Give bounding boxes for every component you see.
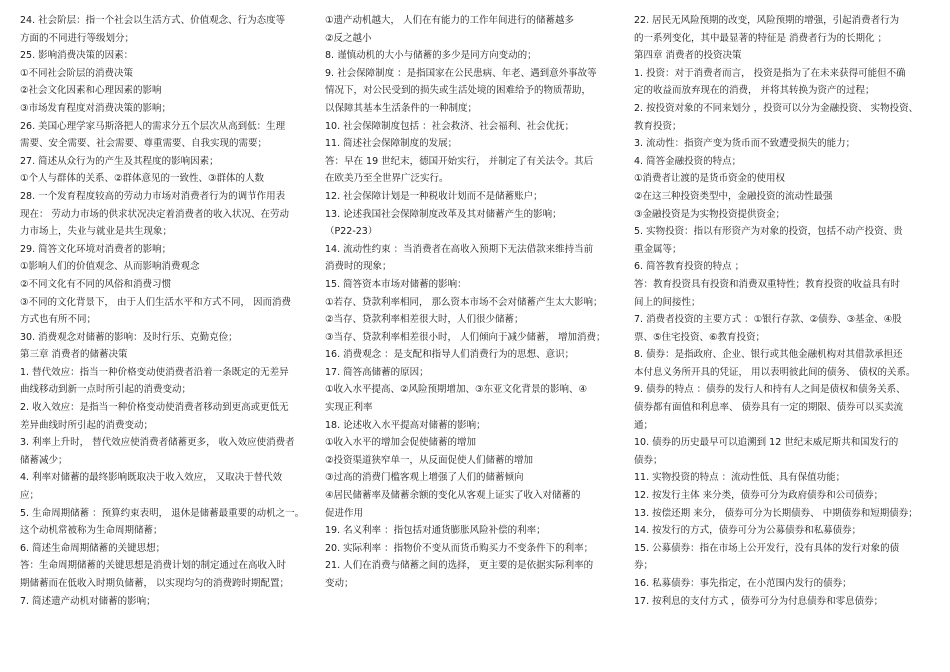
text-line: 4. 利率对储蓄的最终影响既取决于收入效应， 又取决于替代效 — [20, 472, 283, 484]
text-line: 2. 收入效应：是指当一种价格变动使消费者移动到更高或更低无 — [20, 402, 289, 414]
text-line: 20. 实际利率 ：指物价不变从而货币购买力不变条件下的利率； — [325, 542, 594, 554]
text-line: 16. 消费观念 ：是支配和指导人们消费行为的思想、意识； — [325, 349, 575, 361]
text-line: 以保障其基本生活条件的一种制度； — [325, 102, 478, 114]
text-line: 重金属等； — [634, 243, 682, 255]
text-line: 这个动机常被称为生命周期储蓄； — [20, 525, 163, 537]
text-line: 期储蓄而在低收入时期负储蓄， 以实现均匀的消费跨时期配置； — [20, 578, 290, 589]
text-line: ①收入水平的增加会促使储蓄的增加 — [325, 437, 477, 449]
text-line: 变动； — [325, 578, 354, 589]
text-line: ③过高的消费门槛客观上增强了人们的储蓄倾向 — [325, 472, 524, 484]
text-line: 8. 谨慎动机的大小与储蓄的多少是同方向变动的； — [325, 50, 537, 62]
text-line: 曲线移动到新一点时所引起的消费变动； — [20, 384, 192, 396]
text-line: 的一系列变化，其中最显著的特征是 消费者行为的长期化 ； — [634, 32, 888, 44]
text-line: ②反之越小 — [325, 32, 372, 44]
text-line: 9. 债券的特点 ：债券的发行人和持有人之间是债权和债务关系、 — [634, 384, 906, 396]
text-line: 本付息义务所开具的凭证， 用以表明彼此间的债务、 债权的关系。 — [634, 366, 916, 378]
text-line: 9. 社会保障制度 ：是指国家在公民患病、年老、遇到意外事故等 — [325, 67, 597, 79]
text-line: 答：教育投资具有投资和消费双重特性；教育投资的收益具有时 — [634, 278, 901, 290]
text-line: 17. 简答高储蓄的原因； — [325, 366, 429, 378]
text-line: 消费时的现象； — [325, 261, 392, 273]
text-line: ①遗产动机越大， 人们在有能力的工作年间进行的储蓄越多 — [325, 15, 575, 26]
text-line: ②投资渠道狭窄单一，从反面促使人们储蓄的增加 — [325, 454, 534, 466]
text-line: ④居民储蓄率及储蓄余额的变化从客观上证实了收入对储蓄的 — [325, 490, 581, 502]
text-line: 13. 论述我国社会保障制度改革及其对储蓄产生的影响； — [325, 208, 562, 220]
text-line: （P22-23） — [325, 226, 378, 238]
text-line: 差异曲线时所引起的消费变动； — [20, 419, 154, 431]
text-line: 力市场上，失业与就业是共生现象； — [20, 226, 173, 238]
text-line: 票、⑤住宅投资、⑥教育投资； — [634, 331, 766, 343]
text-line: 1. 投资：对于消费者而言， 投资是指为了在未来获得可能但不确 — [634, 67, 906, 79]
text-line: 17. 按利息的支付方式 ，债券可分为付息债券和零息债券； — [634, 595, 884, 607]
text-column-middle — [325, 12, 615, 593]
text-line: 1. 替代效应：指当一种价格变动使消费者沿着一条既定的无差异 — [20, 366, 289, 378]
text-line: 第三章 消费者的储蓄决策 — [20, 349, 128, 361]
text-line: 促进作用 — [325, 507, 364, 519]
text-line: 15. 简答资本市场对储蓄的影响： — [325, 278, 467, 290]
text-line: 14. 流动性约束 ：当消费者在高收入预期下无法借款来维持当前 — [325, 243, 594, 255]
text-line: 29. 简答文化环境对消费者的影响； — [20, 243, 172, 255]
text-line: ③当存、贷款利率相差很小时， 人们倾向于减少储蓄， 增加消费； — [325, 331, 606, 343]
text-line: 4. 简答金融投资的特点； — [634, 155, 742, 167]
text-line: 6. 简述生命周期储蓄的关键思想； — [20, 542, 166, 554]
text-line: ①消费者让渡的是货币资金的使用权 — [634, 173, 786, 185]
text-line: 28. 一个发育程度较高的劳动力市场对消费者行为的调节作用表 — [20, 190, 286, 202]
text-line: ①个人与群体的关系、②群体意见的一致性、③群体的人数 — [20, 173, 265, 185]
text-line: 实现正利率 — [325, 402, 373, 414]
text-line: 12. 社会保障计划是一种税收计划而不是储蓄账户； — [325, 190, 543, 202]
text-line: 19. 名义利率 ：指包括对通货膨胀风险补偿的利率； — [325, 525, 546, 537]
text-line: 第四章 消费者的投资决策 — [634, 50, 742, 62]
text-line: ②当存、贷款利率相差很大时，人们很少储蓄； — [325, 314, 524, 326]
text-line: 27. 简述从众行为的产生及其程度的影响因素； — [20, 155, 219, 167]
text-line: 7. 消费者投资的主要方式 ：①银行存款、②债券、③基金、④股 — [634, 314, 902, 326]
text-line: ②不同文化有不同的风俗和消费习惯 — [20, 278, 172, 290]
text-line: 教育投资； — [634, 120, 682, 132]
text-line: 8. 债券：是指政府、企业、银行或其他金融机构对其借款承担还 — [634, 349, 903, 361]
text-column-right — [634, 12, 934, 610]
text-column-left — [20, 12, 305, 610]
text-line: 方面的不同进行等级划分； — [20, 32, 135, 44]
text-line: 15. 公募债券：指在市场上公开发行，没有具体的发行对象的债 — [634, 542, 900, 554]
text-line: 18. 论述收入水平提高对储蓄的影响； — [325, 419, 486, 431]
text-line: ②社会文化因素和心理因素的影响 — [20, 85, 162, 97]
text-line: 30. 消费观念对储蓄的影响：及时行乐、克勤克俭； — [20, 331, 238, 343]
text-line: 10. 社会保障制度包括 ：社会救济、社会福利、社会优抚； — [325, 120, 575, 132]
text-line: 储蓄减少； — [20, 454, 68, 466]
text-line: 12. 按发行主体 来分类，债券可分为政府债券和公司债券； — [634, 490, 884, 502]
text-line: 现在： 劳动力市场的供求状况决定着消费者的收入状况、在劳动 — [20, 208, 290, 220]
text-line: 答：生命周期储蓄的关键思想是消费计划的制定通过在高收入时 — [20, 560, 287, 572]
text-line: 应； — [20, 490, 40, 502]
text-line: 券； — [634, 560, 654, 572]
text-line: ③市场发育程度对消费决策的影响； — [20, 102, 172, 114]
text-line: 22. 居民无风险预期的改变，风险预期的增强，引起消费者行为 — [634, 15, 900, 26]
text-line: 情况下，对公民受到的损失或生活处境的困难给予的物质帮助， — [325, 85, 592, 97]
text-line: 2. 按投资对象的不同来划分 ，投资可以分为金融投资、 实物投资、 — [634, 102, 919, 114]
text-line: 13. 按偿还期 来分， 债券可分为长期债券、 中期债券和短期债券； — [634, 507, 918, 519]
text-line: 5. 生命周期储蓄 ：预算约束表明， 退休是储蓄最重要的动机之一。 — [20, 507, 305, 519]
text-line: 方式也有所不同； — [20, 314, 97, 326]
text-line: ①不同社会阶层的消费决策 — [20, 67, 134, 79]
text-line: 25. 影响消费决策的因素： — [20, 50, 134, 62]
text-line: 间上的间接性； — [634, 296, 701, 308]
text-line: 通； — [634, 419, 654, 431]
text-line: 26. 美国心理学家马斯洛把人的需求分五个层次从高到低：生理 — [20, 120, 286, 132]
text-line: 14. 按发行的方式，债券可分为公募债券和私募债券； — [634, 525, 862, 537]
text-line: 3. 利率上升时， 替代效应使消费者储蓄更多， 收入效应使消费者 — [20, 437, 295, 449]
text-line: 5. 实物投资：指以有形资产为对象的投资，包括不动产投资、贵 — [634, 226, 903, 238]
text-line: 6. 简答教育投资的特点 ； — [634, 261, 745, 273]
text-line: 3. 流动性：指资产变为货币而不致遭受损失的能力； — [634, 138, 856, 150]
text-line: ②在这三种投资类型中，金融投资的流动性最强 — [634, 190, 833, 202]
text-line: ③金融投资是为实物投资提供资金； — [634, 208, 786, 220]
text-line: 16. 私募债券：事先指定，在小范围内发行的债券； — [634, 578, 852, 589]
text-line: ①若存、贷款利率相同， 那么资本市场不会对储蓄产生太大影响； — [325, 296, 603, 308]
text-line: 债券； — [634, 454, 663, 466]
text-line: 21. 人们在消费与储蓄之间的选择， 更主要的是依据实际利率的 — [325, 560, 594, 572]
text-line: 定的收益而放弃现在的消费， 并将其转换为资产的过程； — [634, 85, 875, 97]
text-line: ③不同的文化背景下， 由于人们生活水平和方式不同， 因而消费 — [20, 296, 292, 308]
text-line: 答：早在 19 世纪末，德国开始实行， 并制定了有关法令。其后 — [325, 155, 594, 167]
text-line: 11. 实物投资的特点 ：流动性低、具有保值功能； — [634, 472, 846, 484]
text-line: ①影响人们的价值观念、从而影响消费观念 — [20, 261, 200, 273]
text-line: 10. 债券的历史最早可以追溯到 12 世纪末威尼斯共和国发行的 — [634, 437, 899, 449]
text-line: 在欧美乃至全世界广泛实行。 — [325, 173, 449, 185]
text-line: 需要、安全需要、社会需要、尊重需要、自我实现的需要； — [20, 138, 268, 150]
text-line: 24. 社会阶层：指一个社会以生活方式、价值观念、行为态度等 — [20, 15, 286, 26]
text-line: 11. 简述社会保障制度的发展； — [325, 138, 458, 150]
text-line: ①收入水平提高、②风险预期增加、③东亚文化背景的影响、④ — [325, 384, 588, 396]
text-line: 7. 简述遗产动机对储蓄的影响； — [20, 595, 156, 607]
text-line: 债券都有面值和利息率、 债券具有一定的期限、债券可以买卖流 — [634, 402, 904, 414]
